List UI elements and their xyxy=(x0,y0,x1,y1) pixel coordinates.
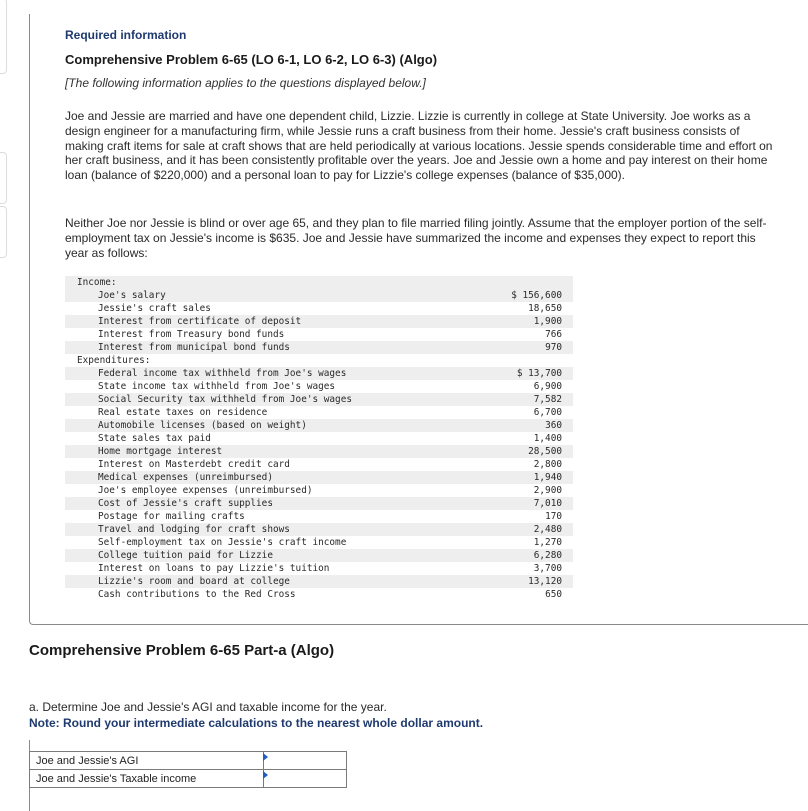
ledger-label: Joe's employee expenses (unreimbursed) xyxy=(98,485,313,496)
ledger-row xyxy=(65,432,573,445)
ledger-label: Cost of Jessie's craft supplies xyxy=(98,498,273,509)
ledger-row xyxy=(65,549,573,562)
ledger-amount: 6,280 xyxy=(533,550,562,561)
ledger-label: Postage for mailing crafts xyxy=(98,511,245,522)
agi-input[interactable] xyxy=(264,752,346,769)
answer-table xyxy=(29,751,347,788)
ledger-amount: 766 xyxy=(545,329,562,340)
side-panel-tab xyxy=(0,152,7,204)
filing-paragraph: Neither Joe nor Jessie is blind or over age 65, and they plan to file married filing jointly. Assume that the employer portion of the self-employment tax on Jessie's income is $635. Joe and Jessie have summarized the income and expenses they expect to report this year as follows: xyxy=(65,216,767,260)
required-information-heading: Required information xyxy=(65,28,187,42)
ledger-row xyxy=(65,523,573,536)
ledger-amount: 2,800 xyxy=(533,459,562,470)
ledger-label: Interest on Masterdebt credit card xyxy=(98,459,290,470)
ledger-label: Travel and lodging for craft shows xyxy=(98,524,290,535)
ledger-label: Social Security tax withheld from Joe's wages xyxy=(98,394,352,405)
ledger-amount: 2,900 xyxy=(533,485,562,496)
ledger-row xyxy=(65,289,573,302)
ledger-row xyxy=(65,315,573,328)
taxable-income-input[interactable] xyxy=(264,770,346,787)
ledger-amount: 1,940 xyxy=(533,472,562,483)
ledger-row xyxy=(65,458,573,471)
ledger-row xyxy=(65,302,573,315)
ledger-amount: 650 xyxy=(545,589,562,600)
ledger-row xyxy=(65,341,573,354)
side-panel-tab xyxy=(0,0,7,74)
ledger-section-row xyxy=(65,276,573,289)
ledger-amount: 7,582 xyxy=(533,394,562,405)
taxable-income-label: Joe and Jessie's Taxable income xyxy=(30,770,264,788)
ledger-row xyxy=(65,562,573,575)
ledger-row xyxy=(65,367,573,380)
ledger-amount: 2,480 xyxy=(533,524,562,535)
ledger-row xyxy=(65,575,573,588)
ledger-label: State sales tax paid xyxy=(98,433,211,444)
ledger-section-row xyxy=(65,354,573,367)
ledger-label: Interest on loans to pay Lizzie's tuition xyxy=(98,563,330,574)
ledger-label: College tuition paid for Lizzie xyxy=(98,550,273,561)
ledger-label: Interest from municipal bond funds xyxy=(98,342,290,353)
ledger-row xyxy=(65,510,573,523)
question-text: a. Determine Joe and Jessie's AGI and taxable income for the year. xyxy=(29,700,387,714)
ledger-row xyxy=(65,393,573,406)
ledger-row xyxy=(65,380,573,393)
taxable-income-input-cell xyxy=(263,770,346,788)
ledger-label: Automobile licenses (based on weight) xyxy=(98,420,307,431)
problem-title: Comprehensive Problem 6-65 (LO 6-1, LO 6-2, LO 6-3) (Algo) xyxy=(65,52,438,67)
ledger-label: Joe's salary xyxy=(98,290,166,301)
ledger-label: Interest from Treasury bond funds xyxy=(98,329,285,340)
ledger-row xyxy=(65,419,573,432)
ledger-label: Lizzie's room and board at college xyxy=(98,576,290,587)
ledger-amount: 170 xyxy=(545,511,562,522)
side-panel-tab xyxy=(0,206,7,258)
input-marker-icon xyxy=(263,771,268,779)
ledger-amount: 28,500 xyxy=(528,446,562,457)
ledger-label: Real estate taxes on residence xyxy=(98,407,268,418)
scenario-paragraph: Joe and Jessie are married and have one dependent child, Lizzie. Lizzie is currently in college at State University. Joe works as a design engineer for a manufacturing firm, while Jessie runs a craft business from their home. Jessie's craft business consists of making craft items for sale at craft shows that are held periodically at various locations. Jessie spends considerable time and effort on her craft business, and it has been consistently profitable over the years. Joe and Jessie own a home and pay interest on their home loan (balance of $220,000) and a personal loan to pay for Lizzie's college expenses (balance of $35,000). xyxy=(65,109,773,183)
ledger-row xyxy=(65,497,573,510)
ledger-label: Home mortgage interest xyxy=(98,446,223,457)
ledger-amount: 7,010 xyxy=(533,498,562,509)
ledger-label: Interest from certificate of deposit xyxy=(98,316,302,327)
ledger-amount: $ 13,700 xyxy=(516,368,562,379)
input-marker-icon xyxy=(263,753,268,761)
ledger-amount: 970 xyxy=(545,342,562,353)
part-title: Comprehensive Problem 6-65 Part-a (Algo) xyxy=(29,642,335,659)
agi-label: Joe and Jessie's AGI xyxy=(30,752,264,770)
ledger-amount: 3,700 xyxy=(533,563,562,574)
ledger-label: Medical expenses (unreimbursed) xyxy=(98,472,273,483)
ledger-row xyxy=(65,471,573,484)
ledger-row xyxy=(65,406,573,419)
ledger-label: Federal income tax withheld from Joe's wages xyxy=(98,368,347,379)
ledger-amount: 6,900 xyxy=(533,381,562,392)
ledger-label: State income tax withheld from Joe's wages xyxy=(98,381,336,392)
expenditures-heading: Expenditures: xyxy=(77,355,151,366)
ledger-row xyxy=(65,445,573,458)
agi-input-cell xyxy=(263,752,346,770)
ledger-amount: $ 156,600 xyxy=(511,290,562,301)
ledger-amount: 1,900 xyxy=(533,316,562,327)
applies-note: [The following information applies to the questions displayed below.] xyxy=(65,76,426,90)
ledger-row xyxy=(65,536,573,549)
rounding-note: Note: Round your intermediate calculations to the nearest whole dollar amount. xyxy=(29,716,484,730)
ledger-row xyxy=(65,588,573,601)
ledger-amount: 1,400 xyxy=(533,433,562,444)
income-expense-ledger xyxy=(65,276,573,604)
ledger-amount: 6,700 xyxy=(533,407,562,418)
income-heading: Income: xyxy=(77,277,117,288)
ledger-label: Jessie's craft sales xyxy=(98,303,211,314)
ledger-amount: 360 xyxy=(545,420,562,431)
ledger-amount: 18,650 xyxy=(528,303,562,314)
table-row xyxy=(30,752,347,770)
ledger-row xyxy=(65,484,573,497)
ledger-label: Self-employment tax on Jessie's craft income xyxy=(98,537,347,548)
ledger-row xyxy=(65,328,573,341)
ledger-amount: 13,120 xyxy=(528,576,562,587)
ledger-label: Cash contributions to the Red Cross xyxy=(98,589,296,600)
ledger-amount: 1,270 xyxy=(533,537,562,548)
table-row xyxy=(30,770,347,788)
